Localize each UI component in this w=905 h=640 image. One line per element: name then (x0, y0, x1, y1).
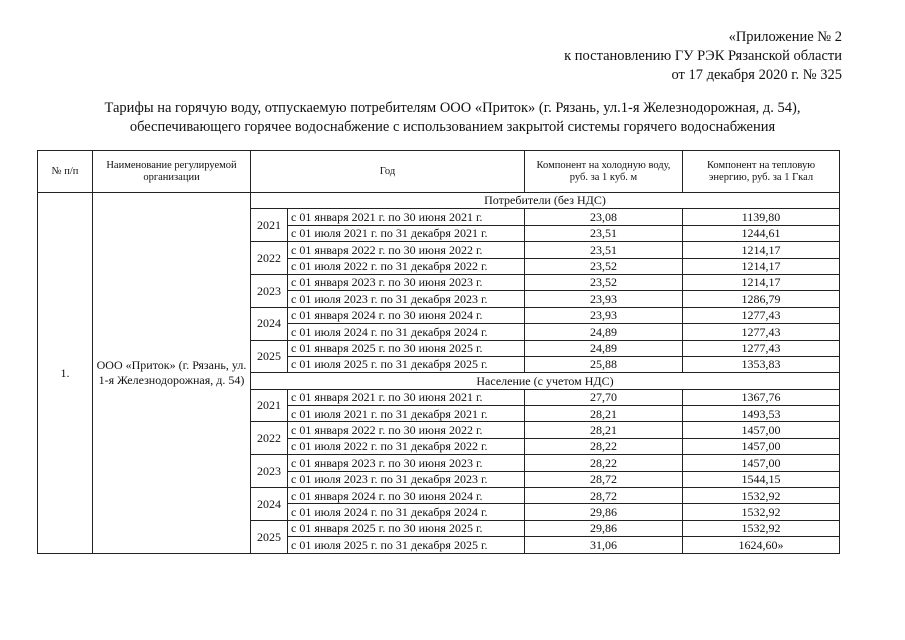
header-year: Год (251, 151, 525, 193)
period-cell: с 01 июля 2024 г. по 31 декабря 2024 г. (288, 504, 525, 520)
cold-water-value: 23,51 (525, 225, 683, 241)
year-cell: 2021 (251, 389, 288, 422)
heat-energy-value: 1544,15 (683, 471, 840, 487)
heat-energy-value: 1457,00 (683, 455, 840, 471)
period-cell: с 01 января 2022 г. по 30 июня 2022 г. (288, 422, 525, 438)
year-cell: 2023 (251, 274, 288, 307)
heat-energy-value: 1214,17 (683, 242, 840, 258)
period-cell: с 01 июля 2023 г. по 31 декабря 2023 г. (288, 291, 525, 307)
heat-energy-value: 1367,76 (683, 389, 840, 405)
period-cell: с 01 июля 2022 г. по 31 декабря 2022 г. (288, 438, 525, 454)
appendix-header-line2: к постановлению ГУ РЭК Рязанской области (564, 48, 842, 64)
heat-energy-value: 1286,79 (683, 291, 840, 307)
heat-energy-value: 1139,80 (683, 209, 840, 225)
year-cell: 2023 (251, 455, 288, 488)
year-cell: 2022 (251, 242, 288, 275)
cold-water-value: 25,88 (525, 356, 683, 372)
tariff-table (37, 150, 840, 554)
cold-water-value: 29,86 (525, 504, 683, 520)
period-cell: с 01 января 2021 г. по 30 июня 2021 г. (288, 389, 525, 405)
row-number: 1. (38, 193, 93, 554)
appendix-header (564, 28, 842, 85)
year-cell: 2022 (251, 422, 288, 455)
period-cell: с 01 января 2022 г. по 30 июня 2022 г. (288, 242, 525, 258)
heat-energy-value: 1624,60» (683, 537, 840, 553)
period-cell: с 01 января 2023 г. по 30 июня 2023 г. (288, 455, 525, 471)
period-cell: с 01 января 2023 г. по 30 июня 2023 г. (288, 274, 525, 290)
year-cell: 2025 (251, 520, 288, 553)
document-title-line1: Тарифы на горячую воду, отпускаемую потребителям ООО «Приток» (г. Рязань, ул.1-я Железнодорожная, д. 54), (104, 100, 801, 116)
year-cell: 2024 (251, 307, 288, 340)
year-cell: 2024 (251, 488, 288, 521)
cold-water-value: 28,72 (525, 471, 683, 487)
heat-energy-value: 1277,43 (683, 340, 840, 356)
year-cell: 2021 (251, 209, 288, 242)
cold-water-value: 27,70 (525, 389, 683, 405)
heat-energy-value: 1532,92 (683, 488, 840, 504)
header-org: Наименование регулируемой организации (93, 151, 251, 193)
period-cell: с 01 июля 2021 г. по 31 декабря 2021 г. (288, 225, 525, 241)
period-cell: с 01 января 2024 г. по 30 июня 2024 г. (288, 488, 525, 504)
heat-energy-value: 1493,53 (683, 406, 840, 422)
section-row (38, 193, 840, 209)
cold-water-value: 29,86 (525, 520, 683, 536)
heat-energy-value: 1214,17 (683, 274, 840, 290)
period-cell: с 01 июля 2025 г. по 31 декабря 2025 г. (288, 356, 525, 372)
cold-water-value: 31,06 (525, 537, 683, 553)
header-heat: Компонент на тепловую энергию, руб. за 1 Гкал (683, 151, 840, 193)
cold-water-value: 24,89 (525, 340, 683, 356)
heat-energy-value: 1457,00 (683, 422, 840, 438)
cold-water-value: 28,22 (525, 455, 683, 471)
section-title: Потребители (без НДС) (251, 193, 840, 209)
period-cell: с 01 июля 2023 г. по 31 декабря 2023 г. (288, 471, 525, 487)
table-header-row (38, 151, 840, 193)
heat-energy-value: 1532,92 (683, 504, 840, 520)
cold-water-value: 23,93 (525, 307, 683, 323)
cold-water-value: 23,52 (525, 274, 683, 290)
heat-energy-value: 1532,92 (683, 520, 840, 536)
heat-energy-value: 1353,83 (683, 356, 840, 372)
cold-water-value: 24,89 (525, 324, 683, 340)
header-cold: Компонент на холодную воду, руб. за 1 куб. м (525, 151, 683, 193)
cold-water-value: 28,22 (525, 438, 683, 454)
period-cell: с 01 июля 2022 г. по 31 декабря 2022 г. (288, 258, 525, 274)
period-cell: с 01 июля 2024 г. по 31 декабря 2024 г. (288, 324, 525, 340)
heat-energy-value: 1277,43 (683, 324, 840, 340)
document-title (30, 99, 875, 137)
organization-name: ООО «Приток» (г. Рязань, ул. 1-я Железнодорожная, д. 54) (93, 193, 251, 554)
appendix-header-line3: от 17 декабря 2020 г. № 325 (671, 67, 842, 83)
cold-water-value: 23,93 (525, 291, 683, 307)
section-title: Население (с учетом НДС) (251, 373, 840, 389)
cold-water-value: 28,21 (525, 406, 683, 422)
cold-water-value: 28,21 (525, 422, 683, 438)
period-cell: с 01 января 2025 г. по 30 июня 2025 г. (288, 340, 525, 356)
period-cell: с 01 июля 2021 г. по 31 декабря 2021 г. (288, 406, 525, 422)
heat-energy-value: 1277,43 (683, 307, 840, 323)
appendix-header-line1: «Приложение № 2 (728, 29, 842, 45)
heat-energy-value: 1244,61 (683, 225, 840, 241)
heat-energy-value: 1214,17 (683, 258, 840, 274)
year-cell: 2025 (251, 340, 288, 373)
period-cell: с 01 января 2024 г. по 30 июня 2024 г. (288, 307, 525, 323)
period-cell: с 01 января 2025 г. по 30 июня 2025 г. (288, 520, 525, 536)
cold-water-value: 28,72 (525, 488, 683, 504)
heat-energy-value: 1457,00 (683, 438, 840, 454)
period-cell: с 01 января 2021 г. по 30 июня 2021 г. (288, 209, 525, 225)
period-cell: с 01 июля 2025 г. по 31 декабря 2025 г. (288, 537, 525, 553)
tariff-table-body (38, 193, 840, 554)
cold-water-value: 23,08 (525, 209, 683, 225)
document-title-line2: обеспечивающего горячее водоснабжение с использованием закрытой системы горячего водоснабжения (129, 119, 776, 135)
header-num: № п/п (38, 151, 93, 193)
cold-water-value: 23,51 (525, 242, 683, 258)
cold-water-value: 23,52 (525, 258, 683, 274)
